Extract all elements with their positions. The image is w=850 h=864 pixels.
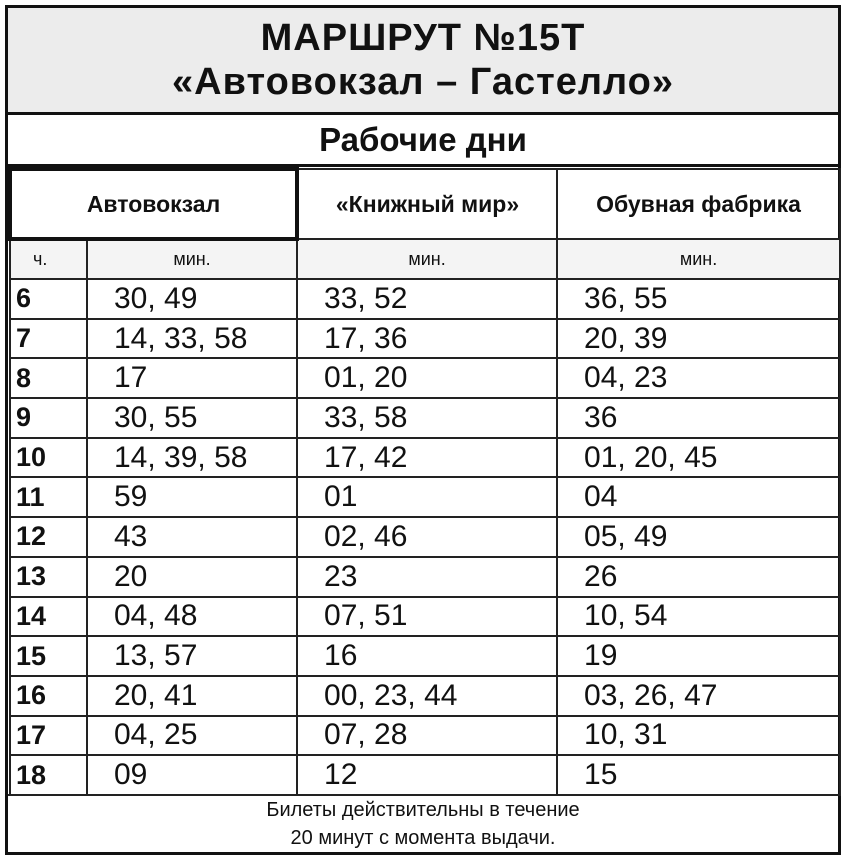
stop-header-avtovokzal: Автовокзал bbox=[10, 169, 297, 239]
departure-minutes-cell: 36, 55 bbox=[557, 279, 840, 319]
timetable-sheet bbox=[5, 5, 841, 855]
departure-minutes-cell: 15 bbox=[557, 755, 840, 795]
stops-header-row bbox=[10, 169, 840, 239]
departure-minutes-cell: 33, 52 bbox=[297, 279, 557, 319]
table-row bbox=[10, 557, 840, 597]
hour-cell: 6 bbox=[10, 279, 87, 319]
hour-cell: 7 bbox=[10, 319, 87, 359]
units-row bbox=[10, 239, 840, 279]
departure-minutes-cell: 36 bbox=[557, 398, 840, 438]
departure-minutes-cell: 33, 58 bbox=[297, 398, 557, 438]
ticket-note-line: 20 минут с момента выдачи. bbox=[290, 827, 556, 849]
hour-cell: 14 bbox=[10, 597, 87, 637]
departure-minutes-cell: 17, 36 bbox=[297, 319, 557, 359]
departure-minutes-cell: 04 bbox=[557, 477, 840, 517]
table-row bbox=[10, 438, 840, 478]
departure-minutes-cell: 02, 46 bbox=[297, 517, 557, 557]
ticket-note bbox=[8, 794, 838, 852]
departure-minutes-cell: 04, 48 bbox=[87, 597, 297, 637]
hour-cell: 16 bbox=[10, 676, 87, 716]
departure-minutes-cell: 01 bbox=[297, 477, 557, 517]
hour-cell: 9 bbox=[10, 398, 87, 438]
departure-minutes-cell: 59 bbox=[87, 477, 297, 517]
departure-minutes-cell: 01, 20, 45 bbox=[557, 438, 840, 478]
table-row bbox=[10, 279, 840, 319]
table-row bbox=[10, 636, 840, 676]
departure-minutes-cell: 17 bbox=[87, 358, 297, 398]
stop-header-obuvnaya-fabrika: Обувная фабрика bbox=[557, 169, 840, 239]
minutes-unit-label: мин. bbox=[557, 239, 840, 279]
title-block bbox=[8, 8, 838, 115]
departure-minutes-cell: 26 bbox=[557, 557, 840, 597]
departure-minutes-cell: 13, 57 bbox=[87, 636, 297, 676]
table-row bbox=[10, 676, 840, 716]
departure-minutes-cell: 03, 26, 47 bbox=[557, 676, 840, 716]
departure-minutes-cell: 20 bbox=[87, 557, 297, 597]
departure-minutes-cell: 10, 54 bbox=[557, 597, 840, 637]
table-row bbox=[10, 517, 840, 557]
table-row bbox=[10, 755, 840, 795]
hour-cell: 10 bbox=[10, 438, 87, 478]
table-row bbox=[10, 398, 840, 438]
table-row bbox=[10, 716, 840, 756]
departure-minutes-cell: 10, 31 bbox=[557, 716, 840, 756]
table-row bbox=[10, 358, 840, 398]
hour-cell: 18 bbox=[10, 755, 87, 795]
minutes-unit-label: мин. bbox=[87, 239, 297, 279]
departure-minutes-cell: 01, 20 bbox=[297, 358, 557, 398]
departure-minutes-cell: 04, 23 bbox=[557, 358, 840, 398]
departure-minutes-cell: 20, 39 bbox=[557, 319, 840, 359]
departure-minutes-cell: 19 bbox=[557, 636, 840, 676]
departure-minutes-cell: 04, 25 bbox=[87, 716, 297, 756]
table-row bbox=[10, 319, 840, 359]
departure-minutes-cell: 17, 42 bbox=[297, 438, 557, 478]
departure-minutes-cell: 05, 49 bbox=[557, 517, 840, 557]
route-name: «Автовокзал – Гастелло» bbox=[172, 61, 674, 103]
hour-cell: 8 bbox=[10, 358, 87, 398]
departure-minutes-cell: 14, 39, 58 bbox=[87, 438, 297, 478]
hour-cell: 13 bbox=[10, 557, 87, 597]
hour-cell: 17 bbox=[10, 716, 87, 756]
departure-minutes-cell: 07, 51 bbox=[297, 597, 557, 637]
minutes-unit-label: мин. bbox=[297, 239, 557, 279]
departure-minutes-cell: 43 bbox=[87, 517, 297, 557]
table-row bbox=[10, 597, 840, 637]
departure-minutes-cell: 30, 49 bbox=[87, 279, 297, 319]
departure-minutes-cell: 12 bbox=[297, 755, 557, 795]
departure-minutes-cell: 23 bbox=[297, 557, 557, 597]
departure-minutes-cell: 09 bbox=[87, 755, 297, 795]
departure-minutes-cell: 07, 28 bbox=[297, 716, 557, 756]
departure-minutes-cell: 20, 41 bbox=[87, 676, 297, 716]
hour-unit-label: ч. bbox=[10, 239, 87, 279]
hour-cell: 11 bbox=[10, 477, 87, 517]
ticket-note-line: Билеты действительны в течение bbox=[266, 799, 580, 821]
hour-cell: 15 bbox=[10, 636, 87, 676]
stop-header-knizhny-mir: «Книжный мир» bbox=[297, 169, 557, 239]
departure-minutes-cell: 16 bbox=[297, 636, 557, 676]
table-row bbox=[10, 477, 840, 517]
departure-minutes-cell: 00, 23, 44 bbox=[297, 676, 557, 716]
schedule-table bbox=[8, 167, 841, 796]
hour-cell: 12 bbox=[10, 517, 87, 557]
departure-minutes-cell: 30, 55 bbox=[87, 398, 297, 438]
route-number: МАРШРУТ №15Т bbox=[260, 17, 586, 59]
departure-minutes-cell: 14, 33, 58 bbox=[87, 319, 297, 359]
day-type-heading: Рабочие дни bbox=[8, 115, 838, 167]
